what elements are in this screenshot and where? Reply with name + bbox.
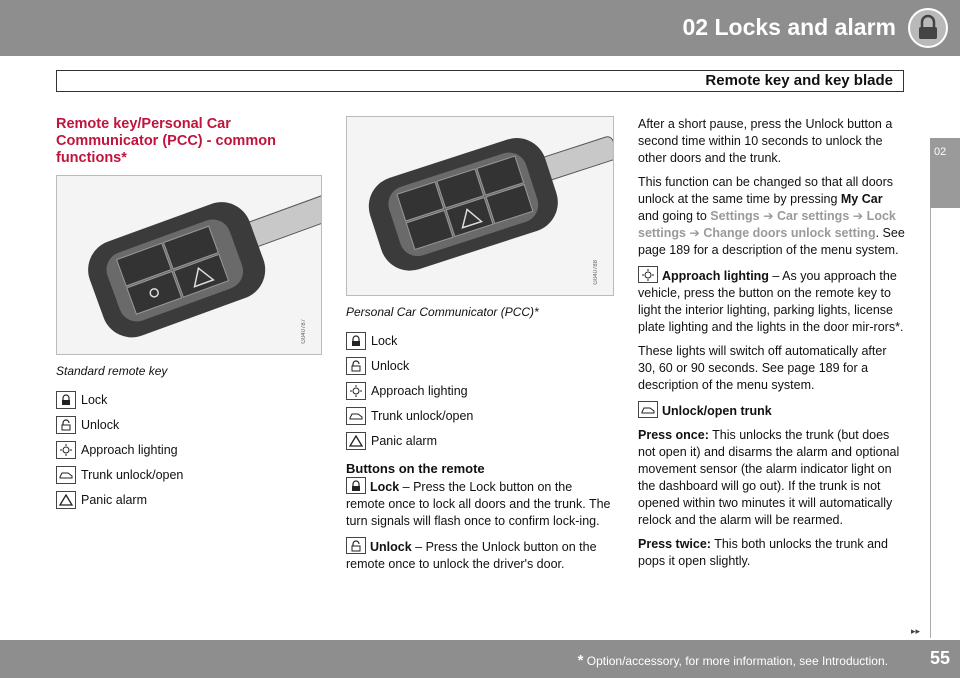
approach-light-icon	[56, 441, 76, 459]
settings-paragraph	[638, 174, 906, 259]
unlock-icon	[346, 537, 366, 554]
list-item	[346, 400, 614, 425]
list-item-label: Panic alarm	[371, 434, 437, 448]
approach-text: – As you approach the vehicle, press the button on the remote key to light the interior lighting, parking lights, license plate lighting and the lights in the door mir-rors*.	[638, 269, 904, 334]
list-item-label: Lock	[371, 334, 398, 348]
standard-remote-key-image	[56, 175, 322, 355]
unlock-paragraph	[346, 537, 614, 573]
list-item	[56, 384, 322, 409]
press-once-text: This unlocks the trunk (but does not open it) and disarms the alarm and optional movement sensor (the alarm indicator light on the dashboard will go out). If the trunk is not opened within two minutes it will automatically relock and the alarm will be rearmed.	[638, 428, 900, 527]
press-twice-label: Press twice:	[638, 537, 711, 551]
paragraph: These lights will switch off automatically after 30, 60 or 90 seconds. See page 189 for a description of the menu system.	[638, 344, 887, 392]
section-title: Remote key and key blade	[705, 72, 893, 89]
column-2	[346, 116, 614, 580]
list-item	[56, 434, 322, 459]
unlock-icon	[346, 357, 366, 375]
trunk-icon	[638, 401, 658, 418]
list-item	[346, 375, 614, 400]
text-span: . See page 189 for a description of the menu system.	[638, 226, 905, 257]
figure-caption: Personal Car Communicator (PCC)*	[346, 305, 539, 319]
lock-text: – Press the Lock button on the remote once to lock all doors and the trunk. The turn signals will flash once to confirm lock-ing.	[346, 480, 611, 528]
panic-alarm-icon	[346, 432, 366, 450]
press-twice-text: This both unlocks the trunk and pops it open slightly.	[638, 537, 888, 568]
footnote-star: *	[577, 652, 584, 669]
unlock-label: Unlock	[370, 540, 412, 554]
paragraph: After a short pause, press the Unlock button a second time within 10 seconds to unlock the other doors and the trunk.	[638, 117, 893, 165]
column-1	[56, 116, 322, 509]
list-item-label: Panic alarm	[81, 493, 147, 507]
buttons-heading: Buttons on the remote	[346, 461, 485, 476]
list-item-label: Approach lighting	[81, 443, 178, 457]
lock-icon	[56, 391, 76, 409]
page-number: 55	[929, 648, 950, 668]
list-item-label: Unlock	[371, 359, 410, 373]
unlock-icon	[56, 416, 76, 434]
list-item-label: Trunk unlock/open	[81, 468, 184, 482]
press-once-label: Press once:	[638, 428, 709, 442]
trunk-icon	[56, 466, 76, 484]
lock-paragraph	[346, 477, 614, 530]
chapter-side-tab[interactable]	[930, 138, 960, 208]
menu-path: Settings ➔ Car settings ➔ Lock settings ➔ Change doors unlock setting	[638, 209, 896, 240]
trunk-heading	[638, 401, 906, 420]
side-divider	[930, 208, 960, 638]
list-item-label: Approach lighting	[371, 384, 468, 398]
pcc-remote-image	[346, 116, 614, 296]
list-item	[346, 350, 614, 375]
approach-lighting-paragraph	[638, 266, 906, 336]
lock-label: Lock	[370, 480, 400, 494]
list-item	[56, 484, 322, 509]
list-item-label: Trunk unlock/open	[371, 409, 474, 423]
list-item-label: Lock	[81, 393, 108, 407]
footnote	[578, 652, 888, 669]
my-car-button-label: My Car	[840, 192, 883, 206]
trunk-heading-label: Unlock/open trunk	[662, 404, 772, 418]
approach-light-icon	[346, 382, 366, 400]
footer-bar	[0, 640, 960, 678]
common-functions-heading: Remote key/Personal Car Communicator (PCC) - common functions*	[56, 116, 276, 166]
figure-code: G040788	[593, 260, 599, 285]
panic-alarm-icon	[56, 491, 76, 509]
lock-icon	[346, 332, 366, 350]
list-item-label: Unlock	[81, 418, 120, 432]
lock-icon	[346, 477, 366, 494]
figure-caption: Standard remote key	[56, 364, 168, 378]
list-item	[346, 425, 614, 450]
text-span: This function can be changed so that all doors unlock at the same time by pressing	[638, 175, 894, 206]
footnote-text: Option/accessory, for more information, see Introduction.	[583, 654, 888, 668]
approach-label: Approach lighting	[662, 269, 769, 283]
unlock-text: – Press the Unlock button on the remote once to unlock the driver's door.	[346, 540, 597, 571]
press-twice-paragraph	[638, 536, 906, 570]
section-bar	[56, 70, 904, 92]
chapter-title: 02 Locks and alarm	[682, 14, 896, 40]
text-span: and going to	[638, 209, 711, 223]
column-3	[638, 116, 906, 577]
press-once-paragraph	[638, 427, 906, 529]
approach-light-icon	[638, 266, 658, 283]
lock-icon	[908, 8, 948, 48]
list-item	[56, 459, 322, 484]
list-item	[56, 409, 322, 434]
trunk-icon	[346, 407, 366, 425]
chapter-header-bar	[0, 0, 960, 56]
figure-code: G040787	[301, 319, 307, 344]
side-tab-label: 02	[934, 146, 947, 158]
continue-arrow-icon: ▸▸	[910, 626, 920, 636]
list-item	[346, 325, 614, 350]
